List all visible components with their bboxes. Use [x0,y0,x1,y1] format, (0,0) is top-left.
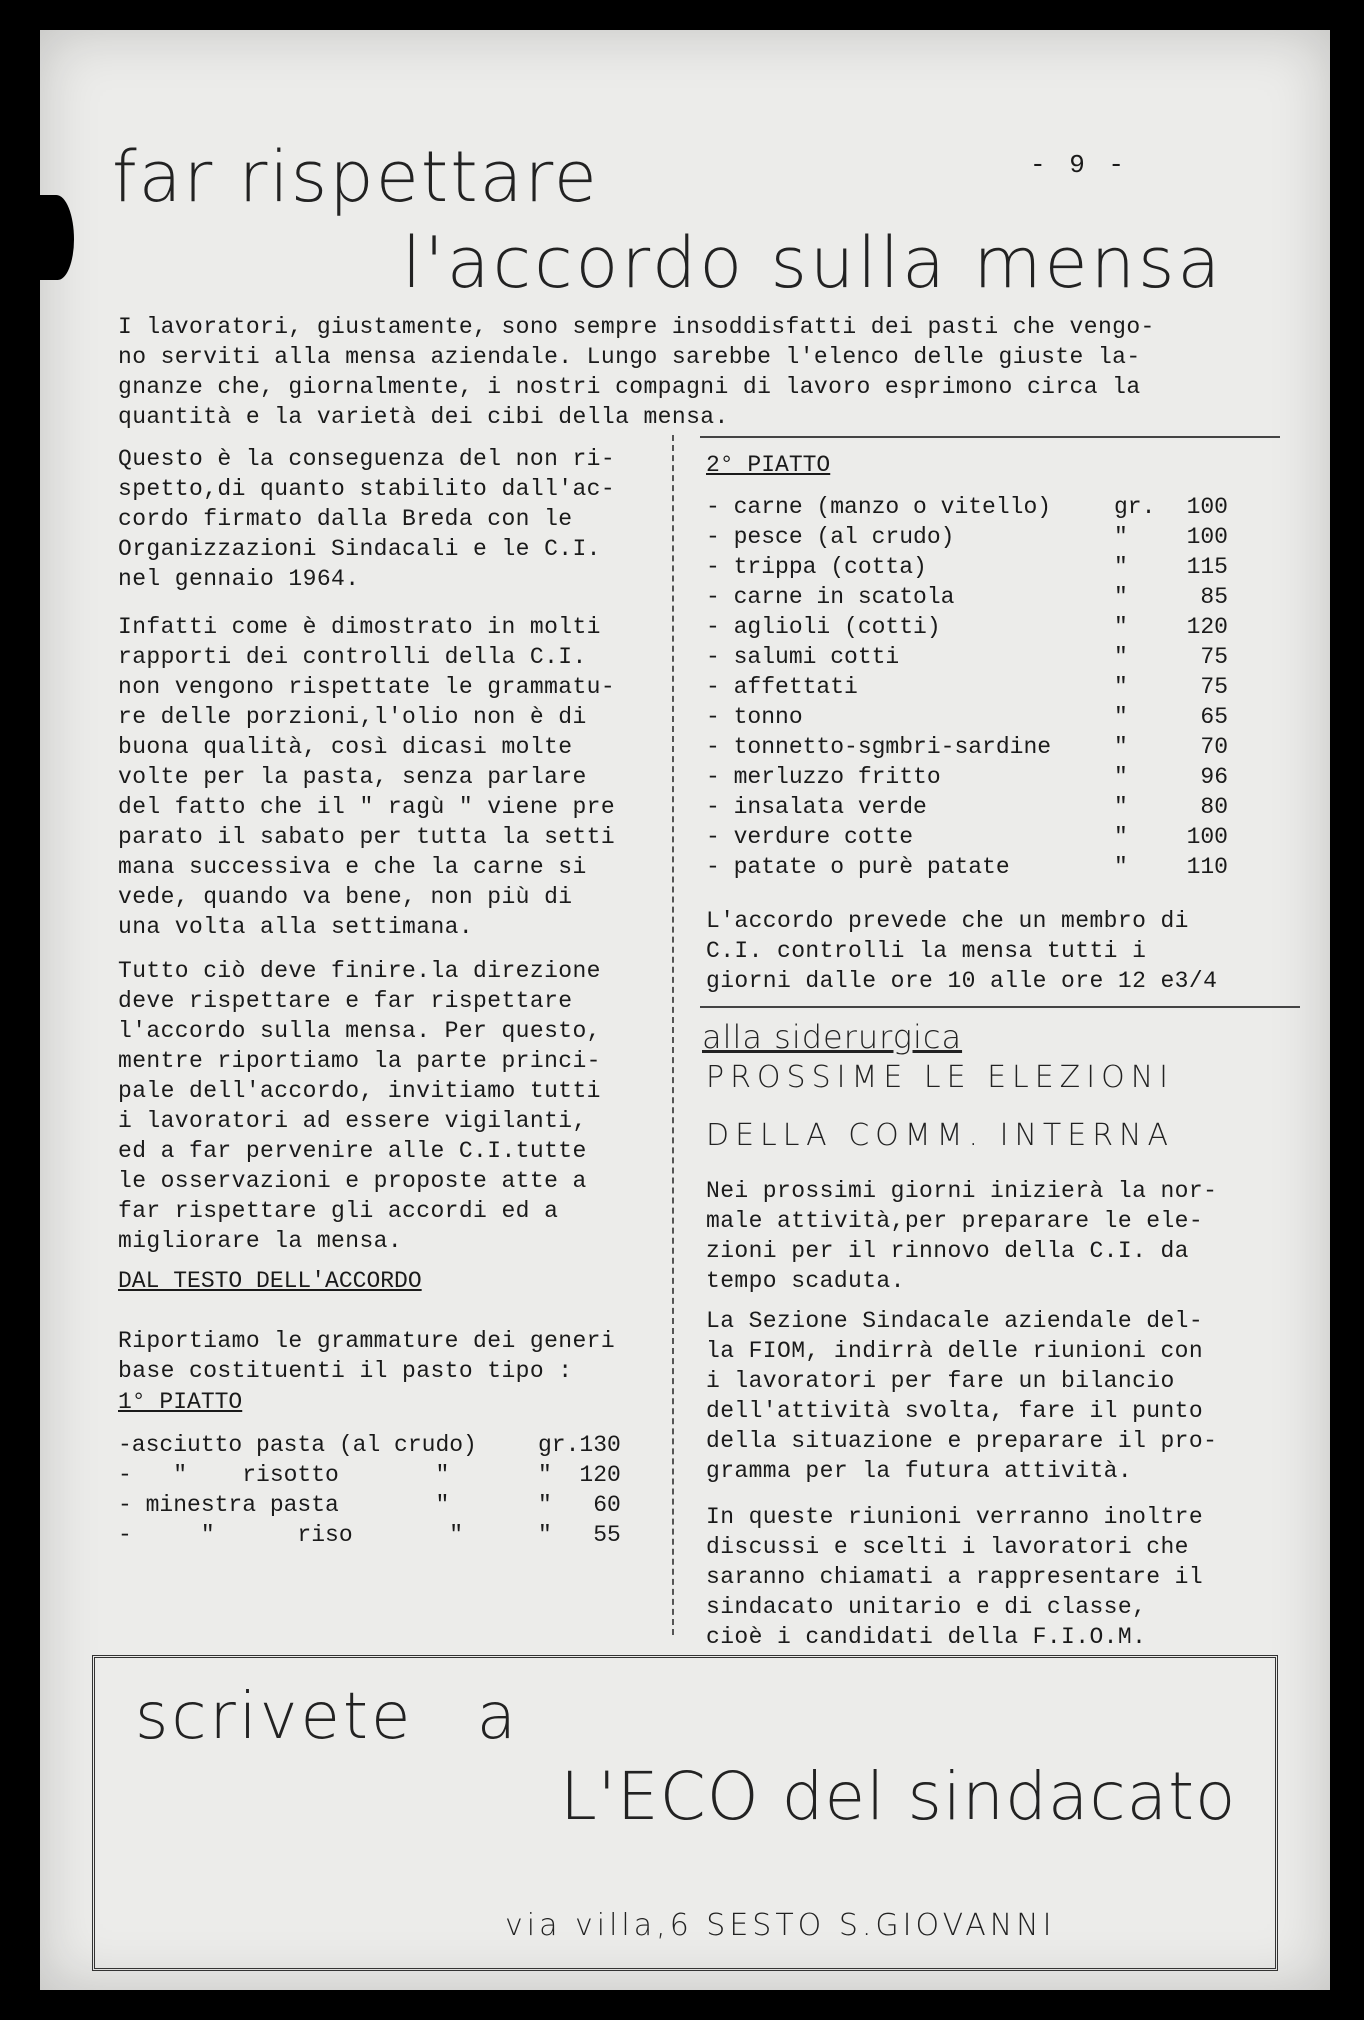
food-name: - minestra pasta " [118,1492,450,1518]
headline-line-2: l'accordo sulla mensa [402,222,1224,304]
food-qty: 55 [593,1522,621,1548]
primo-piatto-heading: 1° PIATTO [118,1389,243,1415]
food-name: - tonnetto-sgmbri-sardine [706,734,1052,760]
sidebar-kicker: alla siderurgica [702,1018,963,1056]
sidebar-title-line-1: PROSSIME LE ELEZIONI [706,1060,1174,1095]
food-name: - carne (manzo o vitello) [706,494,1052,520]
table-row [706,822,1228,852]
section-heading-testo: DAL TESTO DELL'ACCORDO [118,1268,422,1294]
food-name: -asciutto pasta (al crudo) [118,1432,477,1458]
food-unit: " [1114,794,1128,820]
food-qty: 96 [1200,764,1228,790]
advert-line-2: L'ECO del sindacato [560,1758,1237,1835]
advert-address: via villa,6 SESTO S.GIOVANNI [505,1908,1056,1943]
table-row [706,762,1228,792]
sidebar-paragraph-3: In queste riunioni verranno inoltre discussi e scelti i lavoratori che saranno chiamati a rappresentare il sindacato unitario e di classe, cioè i candidati della F.I.O.M. [706,1504,1204,1650]
food-qty: 75 [1200,674,1228,700]
food-name: - tonno [706,704,803,730]
left-paragraph-1: Questo è la conseguenza del non ri- spetto,di quanto stabilito dall'ac- cordo firmato dalla Breda con le Organizzazioni Sindacali e le C.I. nel gennaio 1964. [118,446,616,592]
food-unit: " [1114,824,1128,850]
food-name: - " risotto " [118,1462,450,1488]
sidebar-paragraph-2: La Sezione Sindacale aziendale del- la FIOM, indirrà delle riunioni con i lavoratori per fare un bilancio dell'attività svolta, fare il punto della situazione e preparare il pro- gramma per la futura attività. [706,1308,1218,1484]
table-row [706,522,1228,552]
food-unit: " [1114,764,1128,790]
food-unit: " [1114,584,1128,610]
food-unit: " [1114,554,1128,580]
table-row [118,1520,621,1550]
food-qty: 85 [1200,584,1228,610]
headline-line-1: far rispettare [112,136,599,218]
food-unit: " [538,1462,552,1488]
table-row [706,612,1228,642]
food-unit: gr. [538,1432,580,1458]
food-unit: " [538,1522,552,1548]
table-row [706,672,1228,702]
food-qty: 65 [1200,704,1228,730]
food-name: - patate o purè patate [706,854,1010,880]
food-name: - aglioli (cotti) [706,614,941,640]
food-qty: 80 [1200,794,1228,820]
food-unit: " [1114,704,1128,730]
food-qty: 130 [579,1432,621,1458]
food-unit: " [1114,674,1128,700]
food-unit: " [1114,644,1128,670]
table-row [118,1430,621,1460]
food-name: - insalata verde [706,794,927,820]
left-paragraph-4: Riportiamo le grammature dei generi base costituenti il pasto tipo : [118,1328,616,1384]
food-name: - " riso " [118,1522,464,1548]
food-qty: 120 [579,1462,621,1488]
left-paragraph-3: Tutto ciò deve finire.la direzione deve rispettare e far rispettare l'accordo sulla mensa. Per questo, mentre riportiamo la parte princi- pale dell'accordo, invitiamo tutti i lavoratori ad essere vigilanti, ed a far pervenire alle C.I.tutte le osservazioni e proposte atte a far rispettare gli accordi ed a migliorare la mensa. [118,958,601,1254]
rule-top [700,436,1280,438]
food-name: - merluzzo fritto [706,764,941,790]
table-row [706,552,1228,582]
advert-box [92,1655,1278,1971]
food-qty: 110 [1186,854,1228,880]
food-unit: " [1114,524,1128,550]
torn-corner [40,195,74,280]
food-qty: 60 [593,1492,621,1518]
column-divider [672,435,674,1635]
table-row [706,792,1228,822]
intro-paragraph: I lavoratori, giustamente, sono sempre insoddisfatti dei pasti che vengo- no serviti alla mensa aziendale. Lungo sarebbe l'elenco delle giuste la- gnanze che, giornalmente, i nostri compagni di lavoro esprimono circa la quantità e la varietà dei cibi della mensa. [118,314,1155,430]
primo-piatto-table [118,1430,621,1550]
table-row [118,1490,621,1520]
food-name: - trippa (cotta) [706,554,927,580]
secondo-piatto-table [706,492,1228,882]
left-paragraph-2: Infatti come è dimostrato in molti rapporti dei controlli della C.I. non vengono rispettate le grammatu- re delle porzioni,l'olio non è di buona qualità, così dicasi molte volte per la pasta, senza parlare del fatto che il " ragù " viene pre parato il sabato per tutta la setti mana successiva e che la carne si vede, quando va bene, non più di una volta alla settimana. [118,614,616,940]
food-name: - affettati [706,674,858,700]
sidebar-title-line-2: DELLA COMM. INTERNA [706,1118,1175,1153]
food-unit: gr. [1114,494,1156,520]
table-row [706,732,1228,762]
food-name: - verdure cotte [706,824,914,850]
food-qty: 70 [1200,734,1228,760]
food-name: - salumi cotti [706,644,900,670]
table-row [706,642,1228,672]
food-unit: " [1114,614,1128,640]
food-qty: 100 [1186,524,1228,550]
food-unit: " [538,1492,552,1518]
food-name: - carne in scatola [706,584,955,610]
food-qty: 100 [1186,824,1228,850]
sidebar-paragraph-1: Nei prossimi giorni inizierà la nor- male attività,per preparare le ele- zioni per il rinnovo della C.I. da tempo scaduta. [706,1178,1218,1294]
food-qty: 120 [1186,614,1228,640]
rule-sidebar [700,1006,1300,1008]
table-row [706,582,1228,612]
table-row [118,1460,621,1490]
advert-line-1: scrivete a [135,1680,519,1754]
food-unit: " [1114,734,1128,760]
food-qty: 115 [1186,554,1228,580]
food-qty: 100 [1186,494,1228,520]
newsletter-page [40,30,1330,1990]
secondo-piatto-heading: 2° PIATTO [706,452,831,478]
accordo-note: L'accordo prevede che un membro di C.I. controlli la mensa tutti i giorni dalle ore 10 alle ore 12 e3/4 [706,908,1218,994]
table-row [706,702,1228,732]
food-unit: " [1114,854,1128,880]
food-name: - pesce (al crudo) [706,524,955,550]
table-row [706,852,1228,882]
food-qty: 75 [1200,644,1228,670]
table-row [706,492,1228,522]
page-number: - 9 - [1030,150,1129,180]
